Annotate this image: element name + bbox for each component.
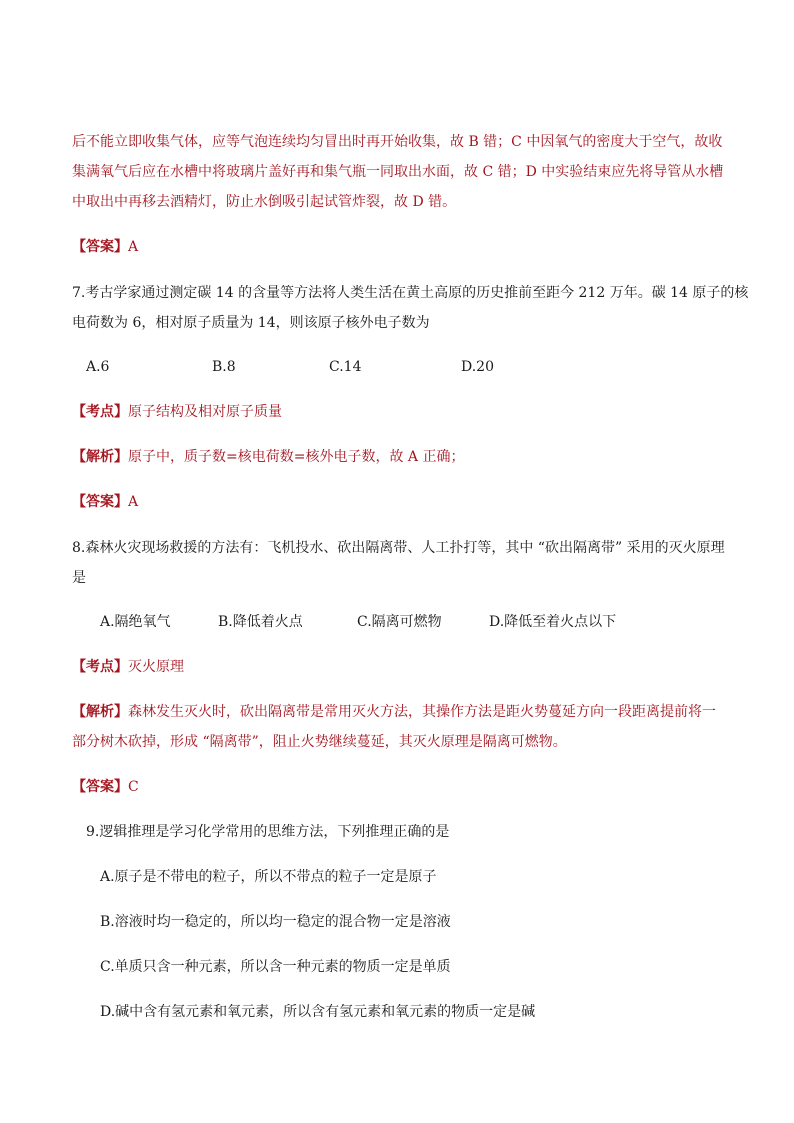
analysis-cont-line1: 后不能立即收集气体，应等气泡连续均匀冒出时再开始收集，故 B 错；C 中因氧气的密度大于空气，故收 xyxy=(72,134,723,150)
q7-analysis xyxy=(72,446,726,468)
q9-stem: 9.逻辑推理是学习化学常用的思维方法，下列推理正确的是 xyxy=(86,824,450,840)
answer-tag: 【答案】 xyxy=(72,494,128,510)
point-tag: 【考点】 xyxy=(72,404,128,420)
analysis-text: 原子中，质子数=核电荷数=核外电子数，故 A 正确； xyxy=(128,449,465,465)
q8-analysis-line2: 部分树木砍掉，形成 “隔离带”，阻止火势继续蔓延，其灭火原理是隔离可燃物。 xyxy=(72,734,567,750)
q9-option-d: D.碱中含有氢元素和氧元素，所以含有氢元素和氧元素的物质一定是碱 xyxy=(100,1004,536,1020)
q9-option-c: C.单质只含一种元素，所以含一种元素的物质一定是单质 xyxy=(100,959,451,975)
q7-option-c: C.14 xyxy=(329,359,362,375)
analysis-tag: 【解析】 xyxy=(72,704,128,720)
point-text: 原子结构及相对原子质量 xyxy=(128,404,282,420)
analysis-text: 森林发生灭火时，砍出隔离带是常用灭火方法，其操作方法是距火势蔓延方向一段距离提前将一 xyxy=(128,704,716,720)
answer-value: A xyxy=(128,239,139,255)
point-text: 灭火原理 xyxy=(128,659,184,675)
answer-value: A xyxy=(128,494,139,510)
analysis-cont-line3: 中取出中再移去酒精灯，防止水倒吸引起试管炸裂，故 D 错。 xyxy=(72,194,457,210)
q7-option-d: D.20 xyxy=(461,359,494,375)
q7-point xyxy=(72,401,726,423)
q7-stem-line1: 7.考古学家通过测定碳 14 的含量等方法将人类生活在黄土高原的历史推前至距今 212 万年。碳 14 原子的核 xyxy=(72,285,749,301)
q8-stem-line1: 8.森林火灾现场救援的方法有：飞机投水、砍出隔离带、人工扑打等，其中 “砍出隔离带” 采用的灭火原理 xyxy=(72,540,725,556)
q8-option-d: D.降低至着火点以下 xyxy=(489,614,617,630)
answer-6 xyxy=(72,236,726,258)
answer-tag: 【答案】 xyxy=(72,239,128,255)
answer-tag: 【答案】 xyxy=(72,779,128,795)
q7-option-b: B.8 xyxy=(212,359,236,375)
q7-option-a: A.6 xyxy=(86,359,110,375)
analysis-tag: 【解析】 xyxy=(72,449,128,465)
q8-answer xyxy=(72,776,726,798)
q7-answer xyxy=(72,491,726,513)
q8-option-c: C.隔离可燃物 xyxy=(357,614,442,630)
q8-analysis-line1 xyxy=(72,701,726,723)
q8-stem-line2: 是 xyxy=(72,570,86,586)
answer-value: C xyxy=(128,779,139,795)
point-tag: 【考点】 xyxy=(72,659,128,675)
analysis-cont-line2: 集满氧气后应在水槽中将玻璃片盖好再和集气瓶一同取出水面，故 C 错；D 中实验结束应先将导管从水槽 xyxy=(72,164,724,180)
q7-stem-line2: 电荷数为 6，相对原子质量为 14，则该原子核外电子数为 xyxy=(72,315,430,331)
q8-point xyxy=(72,656,726,678)
q9-option-a: A.原子是不带电的粒子，所以不带点的粒子一定是原子 xyxy=(100,869,437,885)
q8-option-b: B.降低着火点 xyxy=(218,614,303,630)
q9-option-b: B.溶液时均一稳定的，所以均一稳定的混合物一定是溶液 xyxy=(100,914,451,930)
q8-option-a: A.隔绝氧气 xyxy=(100,614,171,630)
